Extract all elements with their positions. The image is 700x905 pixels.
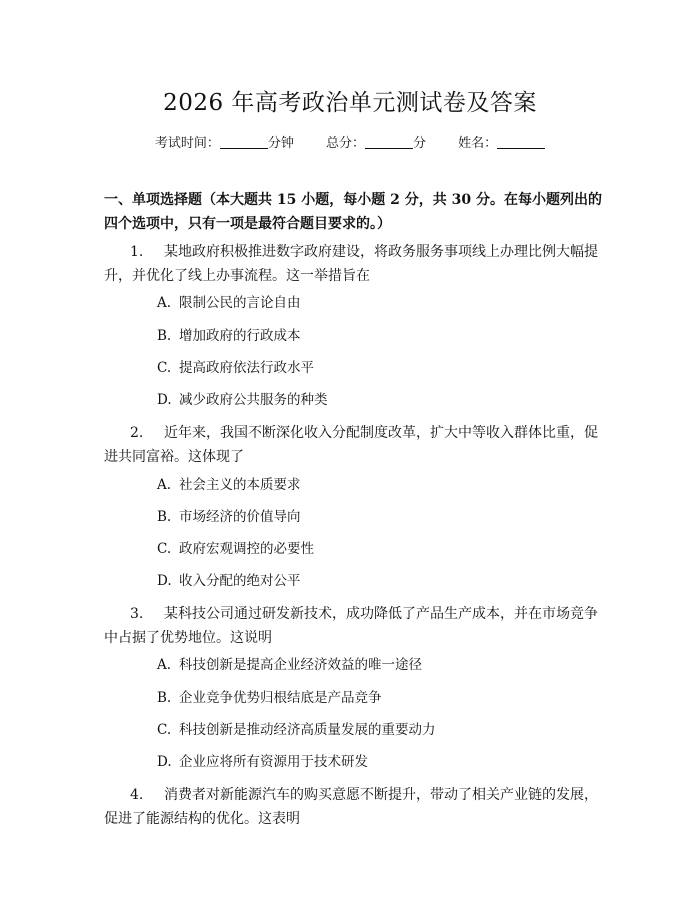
option-text: 收入分配的绝对公平: [179, 573, 301, 589]
exam-time-blank[interactable]: [220, 136, 268, 149]
option-text: 政府宏观调控的必要性: [179, 541, 314, 557]
question-4: [104, 783, 604, 831]
total-score-unit: 分: [413, 136, 427, 151]
option-3a[interactable]: [157, 655, 422, 675]
option-text: 限制公民的言论自由: [179, 295, 301, 311]
option-1a[interactable]: [157, 293, 301, 313]
question-1: [104, 240, 604, 288]
question-number: 3.: [130, 606, 144, 622]
option-1b[interactable]: [157, 326, 301, 346]
option-letter: C.: [157, 722, 172, 738]
total-score-field: [326, 136, 430, 151]
option-text: 增加政府的行政成本: [179, 328, 301, 344]
option-1c[interactable]: [157, 358, 314, 378]
option-2a[interactable]: [157, 475, 301, 495]
option-1d[interactable]: [157, 390, 328, 410]
option-letter: B.: [157, 328, 172, 344]
option-2d[interactable]: [157, 571, 301, 591]
total-score-blank[interactable]: [365, 136, 413, 149]
question-stem: 某地政府积极推进数字政府建设，将政务服务事项线上办理比例大幅提升，并优化了线上办事流程。这一举措旨在: [104, 244, 598, 284]
exam-info-line: [0, 132, 700, 151]
question-3: [104, 602, 604, 650]
option-3c[interactable]: [157, 720, 436, 740]
student-name-blank[interactable]: [497, 136, 545, 149]
option-text: 社会主义的本质要求: [179, 477, 301, 493]
student-name-field: [458, 136, 545, 151]
question-number: 4.: [130, 787, 144, 803]
option-text: 科技创新是提高企业经济效益的唯一途径: [179, 657, 422, 673]
question-stem: 近年来，我国不断深化收入分配制度改革，扩大中等收入群体比重，促进共同富裕。这体现了: [104, 425, 598, 465]
option-text: 市场经济的价值导向: [179, 509, 301, 525]
option-letter: A.: [157, 477, 172, 493]
option-letter: C.: [157, 360, 172, 376]
option-text: 企业竞争优势归根结底是产品竞争: [179, 690, 382, 706]
option-letter: A.: [157, 295, 172, 311]
option-letter: B.: [157, 690, 172, 706]
question-stem: 消费者对新能源汽车的购买意愿不断提升，带动了相关产业链的发展，促进了能源结构的优化。这表明: [104, 787, 598, 827]
option-2c[interactable]: [157, 539, 314, 559]
option-letter: B.: [157, 509, 172, 525]
student-name-label: 姓名：: [458, 136, 498, 151]
exam-time-field: [155, 136, 298, 151]
question-stem: 某科技公司通过研发新技术，成功降低了产品生产成本，并在市场竞争中占据了优势地位。这说明: [104, 606, 598, 646]
exam-time-label: 考试时间：: [154, 136, 220, 151]
option-text: 提高政府依法行政水平: [179, 360, 314, 376]
option-letter: D.: [157, 573, 172, 589]
option-letter: C.: [157, 541, 172, 557]
option-letter: A.: [157, 657, 172, 673]
page-title: 2026 年高考政治单元测试卷及答案: [163, 90, 537, 116]
question-number: 2.: [130, 425, 144, 441]
question-2: [104, 421, 604, 469]
total-score-label: 总分：: [325, 136, 365, 151]
option-text: 企业应将所有资源用于技术研发: [179, 754, 368, 770]
option-letter: D.: [157, 754, 172, 770]
section-heading: 一、单项选择题（本大题共 15 小题，每小题 2 分，共 30 分。在每小题列出的四个选项中，只有一项是最符合题目要求的。）: [104, 192, 602, 232]
option-2b[interactable]: [157, 507, 301, 527]
exam-time-unit: 分钟: [267, 136, 294, 151]
option-3d[interactable]: [157, 752, 368, 772]
option-text: 科技创新是推动经济高质量发展的重要动力: [179, 722, 436, 738]
question-number: 1.: [130, 244, 144, 260]
option-3b[interactable]: [157, 688, 382, 708]
option-letter: D.: [157, 392, 172, 408]
option-text: 减少政府公共服务的种类: [179, 392, 328, 408]
